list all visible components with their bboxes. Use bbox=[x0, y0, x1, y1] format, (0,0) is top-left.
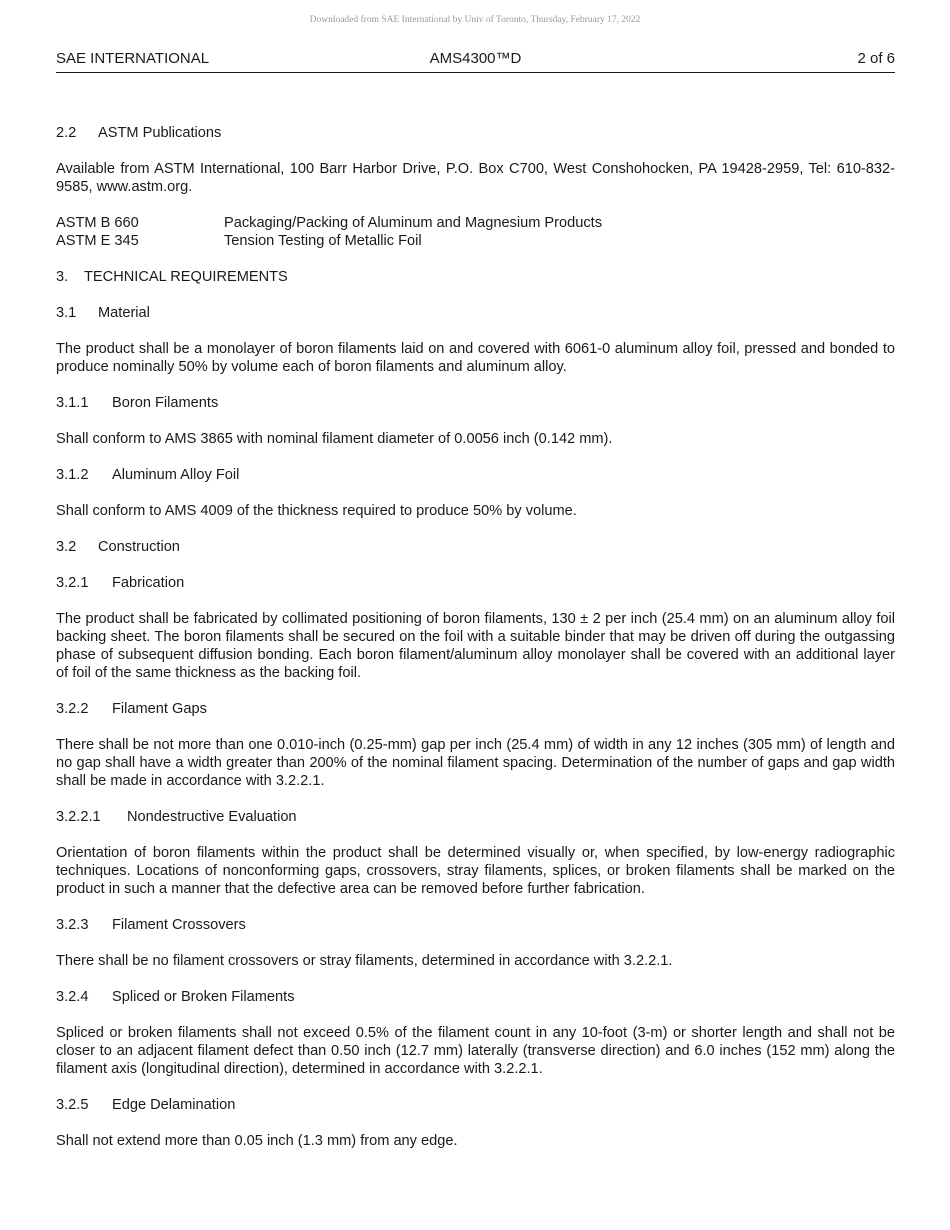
reference-title: Packaging/Packing of Aluminum and Magnesium Products bbox=[224, 215, 603, 231]
reference-row bbox=[56, 232, 895, 250]
download-watermark: Downloaded from SAE International by Univ of Toronto, Thursday, February 17, 2022 bbox=[309, 15, 641, 25]
document-body bbox=[56, 124, 895, 1168]
section-text-3-2-1: The product shall be fabricated by collimated positioning of boron filaments, 130 ± 2 per inch (25.4 mm) on an aluminum alloy foil backing sheet. The boron filaments shall be secured on the foil with a suitable binder that may be driven off during the outgassing phase of subsequent diffusion bonding. Each boron filament/aluminum alloy monolayer shall be covered with an additional layer of foil of the same thickness as the backing foil. bbox=[56, 611, 895, 681]
section-heading-3-2-3: 3.2.3 Filament Crossovers bbox=[56, 917, 246, 933]
section-text-3-1-2: Shall conform to AMS 4009 of the thickness required to produce 50% by volume. bbox=[56, 503, 577, 519]
header-document-number: AMS4300™D bbox=[429, 50, 522, 67]
section-text-3-2-3: There shall be no filament crossovers or stray filaments, determined in accordance with 3.2.2.1. bbox=[56, 953, 673, 969]
section-heading-3-1-2: 3.1.2 Aluminum Alloy Foil bbox=[56, 467, 240, 483]
header-page-number: 2 of 6 bbox=[857, 50, 895, 67]
section-text-3-2-2: There shall be not more than one 0.010-inch (0.25-mm) gap per inch (25.4 mm) of width in any 12 inches (305 mm) of length and no gap shall have a width greater than 200% of the nominal filament spacing. Determination of the number of gaps and gap width shall be made in accordance with 3.2.2.1. bbox=[56, 737, 895, 789]
reference-list bbox=[56, 214, 895, 250]
section-text-3-2-4: Spliced or broken filaments shall not exceed 0.5% of the filament count in any 10-foot (3-m) or shorter length and shall not be closer to an adjacent filament defect than 0.50 inch (12.7 mm) laterally (transverse direction) and 6.0 inches (152 mm) along the filament axis (longitudinal direction), determined in accordance with 3.2.2.1. bbox=[56, 1025, 895, 1077]
section-text-3-2-2-1: Orientation of boron filaments within the product shall be determined visually or, when specified, by low-energy radiographic techniques. Locations of nonconforming gaps, crossovers, stray filaments, splices, or broken filaments shall be marked on the product in such a manner that the defective area can be removed before further fabrication. bbox=[56, 845, 895, 897]
section-heading-3-2: 3.2 Construction bbox=[56, 539, 180, 555]
section-heading-3-1-1: 3.1.1 Boron Filaments bbox=[56, 395, 219, 411]
section-heading-3-2-1: 3.2.1 Fabrication bbox=[56, 575, 185, 591]
section-text-3-1: The product shall be a monolayer of boron filaments laid on and covered with 6061-0 aluminum alloy foil, pressed and bonded to produce nominally 50% by volume each of boron filaments and aluminum alloy. bbox=[56, 341, 895, 375]
section-text-3-1-1: Shall conform to AMS 3865 with nominal filament diameter of 0.0056 inch (0.142 mm). bbox=[56, 431, 613, 447]
section-text-2-2: Available from ASTM International, 100 Barr Harbor Drive, P.O. Box C700, West Conshohocken, PA 19428-2959, Tel: 610-832-9585, www.astm.org. bbox=[56, 161, 895, 195]
section-text-3-2-5: Shall not extend more than 0.05 inch (1.3 mm) from any edge. bbox=[56, 1133, 458, 1149]
section-heading-3-2-4: 3.2.4 Spliced or Broken Filaments bbox=[56, 989, 295, 1005]
section-heading-3-2-2-1: 3.2.2.1 Nondestructive Evaluation bbox=[56, 809, 297, 825]
section-heading-3-2-2: 3.2.2 Filament Gaps bbox=[56, 701, 207, 717]
header-organization: SAE INTERNATIONAL bbox=[56, 50, 210, 67]
section-heading-3: 3. TECHNICAL REQUIREMENTS bbox=[56, 269, 288, 285]
section-heading-3-1: 3.1 Material bbox=[56, 305, 150, 321]
reference-title: Tension Testing of Metallic Foil bbox=[224, 233, 422, 249]
reference-code: ASTM B 660 bbox=[56, 215, 139, 231]
section-heading-2-2: 2.2 ASTM Publications bbox=[56, 125, 222, 141]
page-header bbox=[56, 50, 895, 73]
reference-row bbox=[56, 214, 895, 232]
section-heading-3-2-5: 3.2.5 Edge Delamination bbox=[56, 1097, 236, 1113]
reference-code: ASTM E 345 bbox=[56, 233, 139, 249]
